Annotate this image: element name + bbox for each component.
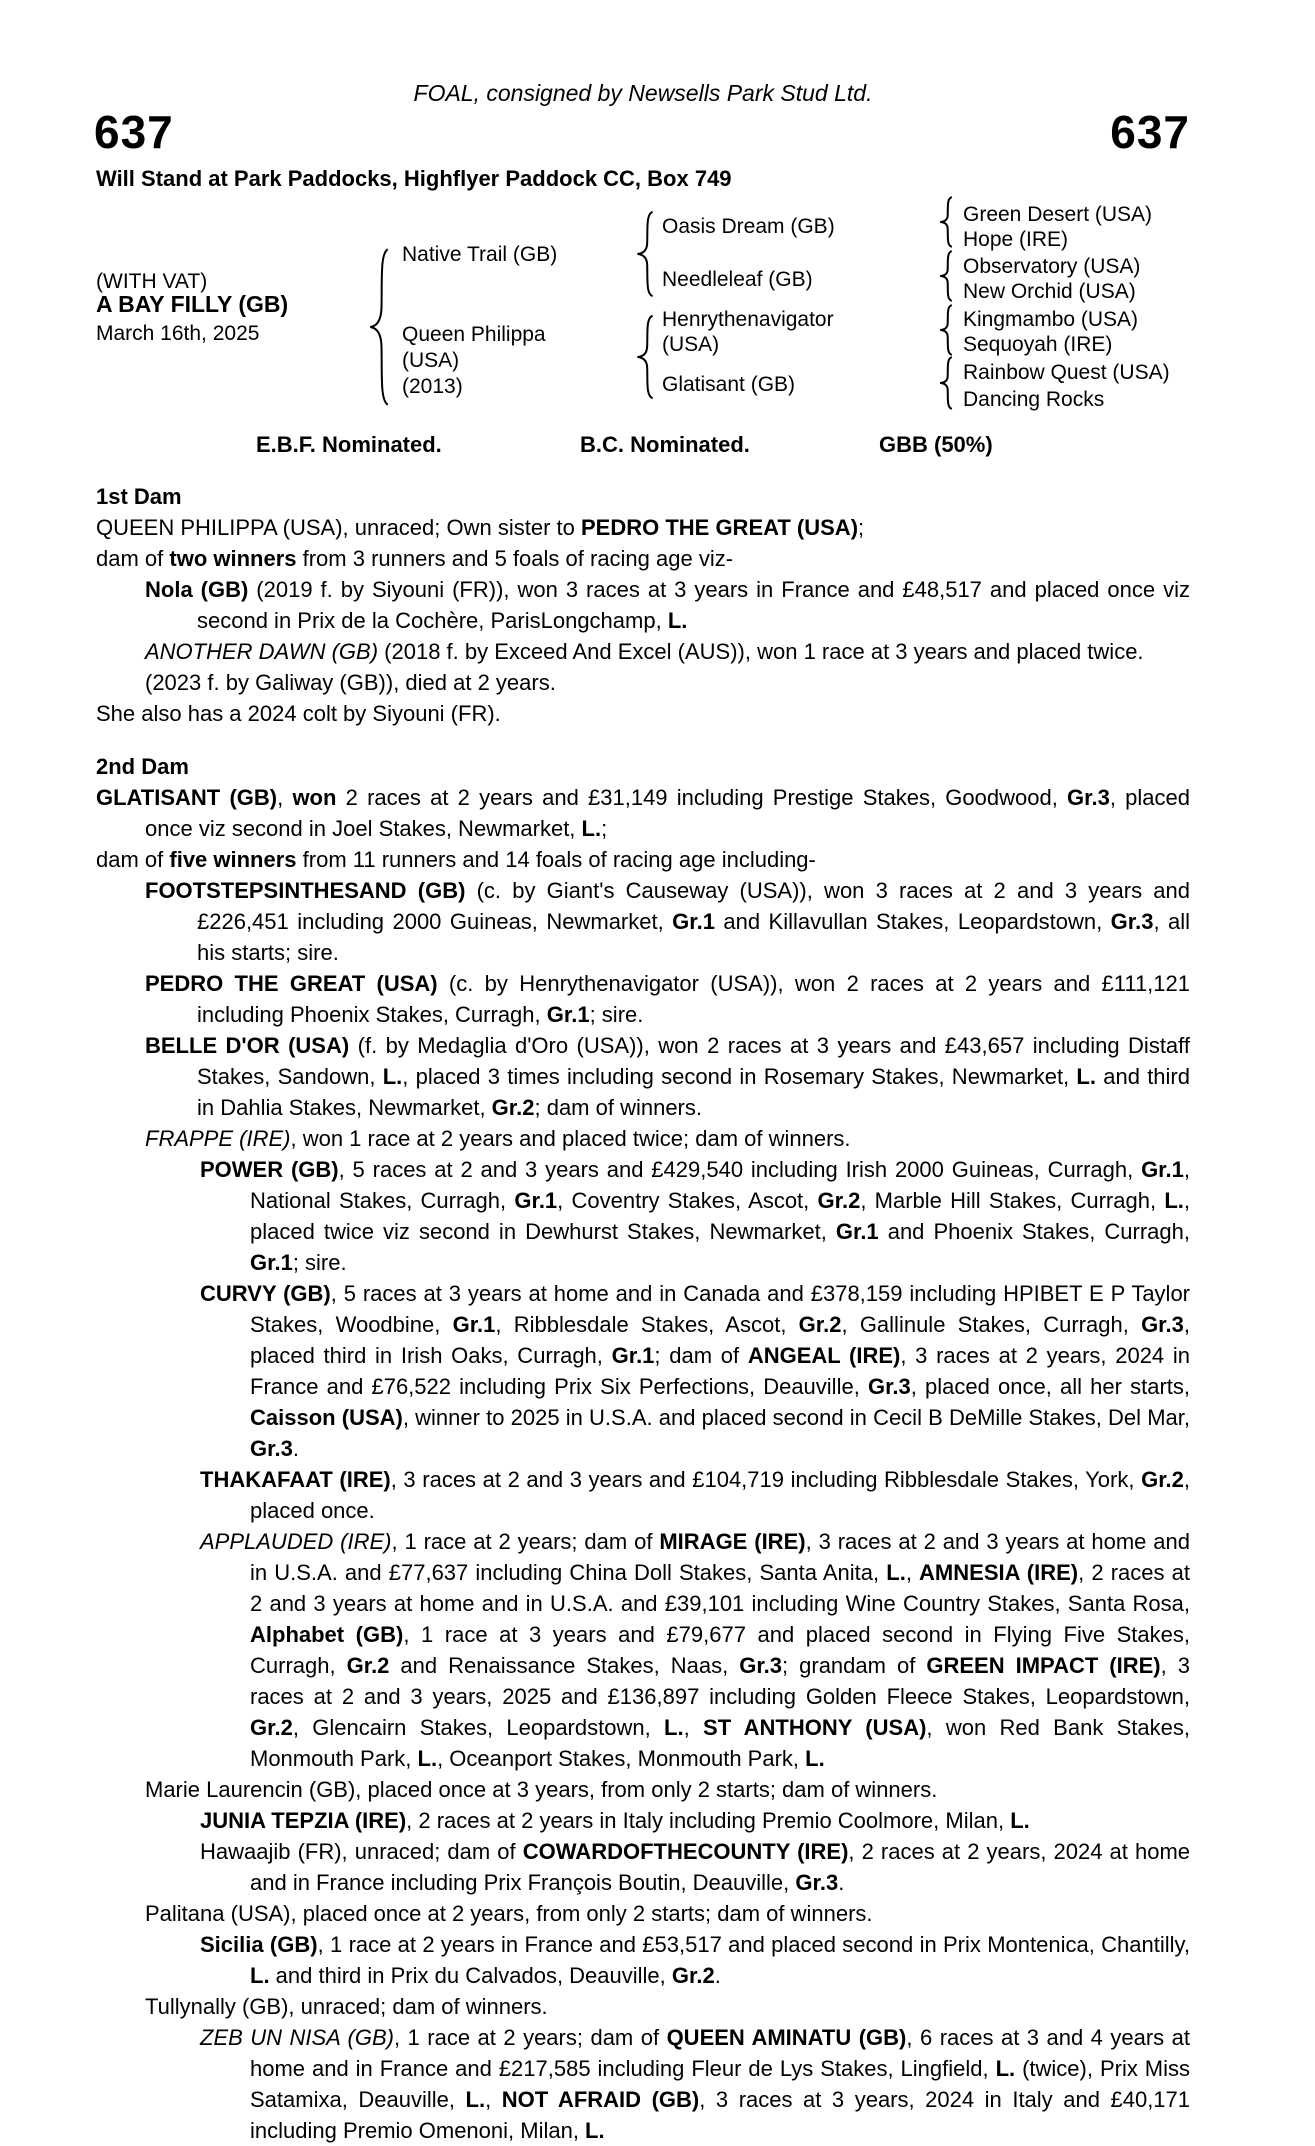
dam-sire-name: Henrythenavigator bbox=[662, 308, 834, 331]
pedigree-paragraph: JUNIA TEPZIA (IRE), 2 races at 2 years in Italy including Premio Coolmore, Milan, L. bbox=[200, 1808, 1030, 1833]
pedigree-paragraph: She also has a 2024 colt by Siyouni (FR). bbox=[96, 701, 501, 726]
pedigree-paragraph: PEDRO THE GREAT (USA) (c. by Henrythenavigator (USA)), won 2 races at 2 years and £111,121 including Phoenix Stakes, Curragh, Gr.1; sire. bbox=[145, 971, 1191, 1027]
ebf-nominated-label: E.B.F. Nominated. bbox=[256, 432, 442, 457]
dam-dam-name: Glatisant (GB) bbox=[662, 373, 796, 396]
pedigree-paragraph: GLATISANT (GB), won 2 races at 2 years and £31,149 including Prestige Stakes, Goodwood, Gr.3, placed once viz second in Joel Stakes, Newmarket, L.; bbox=[96, 785, 1190, 841]
dam-name: Queen Philippa bbox=[402, 323, 546, 346]
pedigree-paragraph: Sicilia (GB), 1 race at 2 years in France and £53,517 and placed second in Prix Montenica, Chantilly, L. and third in Prix du Calvados, Deauville, Gr.2. bbox=[200, 1932, 1190, 1988]
lot-number-right: 637 bbox=[1110, 106, 1190, 158]
bc-nominated-label: B.C. Nominated. bbox=[580, 432, 750, 457]
dam-name-suffix: (USA) bbox=[402, 349, 460, 372]
pedigree-paragraph: dam of two winners from 3 runners and 5 foals of racing age viz- bbox=[96, 546, 734, 571]
pedigree-paragraph: Marie Laurencin (GB), placed once at 3 years, from only 2 starts; dam of winners. bbox=[145, 1777, 938, 1802]
pedigree-brace bbox=[936, 250, 956, 302]
dam-sire-name-suffix: (USA) bbox=[662, 333, 720, 356]
pedigree-paragraph: FRAPPE (IRE), won 1 race at 2 years and placed twice; dam of winners. bbox=[145, 1126, 851, 1151]
dam-dam-dam: Dancing Rocks bbox=[963, 388, 1105, 411]
pedigree-paragraph: CURVY (GB), 5 races at 3 years at home and in Canada and £378,159 including HPIBET E P Taylor Stakes, Woodbine, Gr.1, Ribblesdale Stakes, Ascot, Gr.2, Gallinule Stakes, Curragh, Gr.3, placed third in Irish Oaks, Curragh, Gr.1; dam of ANGEAL (IRE), 3 races at 2 years, 2024 in France and £76,522 including Prix Six Perfections, Deauville, Gr.3, placed once, all her starts, Caisson (USA), winner to 2025 in U.S.A. and placed second in Cecil B DeMille Stakes, Del Mar, Gr.3. bbox=[200, 1281, 1191, 1461]
sire-sire-dam: Hope (IRE) bbox=[963, 228, 1069, 251]
dam-sire-sire: Kingmambo (USA) bbox=[963, 308, 1139, 331]
sire-dam-name: Needleleaf (GB) bbox=[662, 268, 813, 291]
pedigree-brace bbox=[936, 356, 956, 410]
gbb-label: GBB (50%) bbox=[879, 432, 993, 457]
sire-dam-dam: New Orchid (USA) bbox=[963, 280, 1136, 303]
pedigree-paragraph: FOOTSTEPSINTHESAND (GB) (c. by Giant's Causeway (USA)), won 3 races at 2 and 3 years and £226,451 including 2000 Guineas, Newmarket, Gr.1 and Killavullan Stakes, Leopardstown, Gr.3, all his starts; sire. bbox=[145, 878, 1190, 965]
pedigree-paragraph: Palitana (USA), placed once at 2 years, from only 2 starts; dam of winners. bbox=[145, 1901, 873, 1926]
dam-paragraphs bbox=[96, 782, 1190, 2146]
pedigree-paragraph: Nola (GB) (2019 f. by Siyouni (FR)), won 3 races at 3 years in France and £48,517 and placed once viz second in Prix de la Cochère, ParisLongchamp, L. bbox=[145, 577, 1190, 633]
pedigree-paragraph: POWER (GB), 5 races at 2 and 3 years and £429,540 including Irish 2000 Guineas, Curragh, Gr.1, National Stakes, Curragh, Gr.1, Coventry Stakes, Ascot, Gr.2, Marble Hill Stakes, Curragh, L., placed twice viz second in Dewhurst Stakes, Newmarket, Gr.1 and Phoenix Stakes, Curragh, Gr.1; sire. bbox=[200, 1157, 1190, 1275]
pedigree-paragraph: ZEB UN NISA (GB), 1 race at 2 years; dam of QUEEN AMINATU (GB), 6 races at 3 and 4 years at home and in France and £217,585 including Fleur de Lys Stakes, Lingfield, L. (twice), Prix Miss Satamixa, Deauville, L., NOT AFRAID (GB), 3 races at 3 years, 2024 in Italy and £40,171 including Premio Omenoni, Milan, L. bbox=[200, 2025, 1191, 2143]
dam-heading: 1st Dam bbox=[96, 484, 182, 509]
dam-section bbox=[96, 481, 1190, 729]
horse-name: A BAY FILLY (GB) bbox=[96, 291, 289, 317]
dam-heading: 2nd Dam bbox=[96, 754, 189, 779]
sire-dam-sire: Observatory (USA) bbox=[963, 255, 1141, 278]
sire-sire-name: Oasis Dream (GB) bbox=[662, 215, 835, 238]
pedigree-brace bbox=[936, 304, 956, 356]
sire-sire-sire: Green Desert (USA) bbox=[963, 203, 1153, 226]
pedigree-paragraph: Hawaajib (FR), unraced; dam of COWARDOFTHECOUNTY (IRE), 2 races at 2 years, 2024 at home and in France including Prix François Boutin, Deauville, Gr.3. bbox=[200, 1839, 1191, 1895]
pedigree-brace bbox=[936, 196, 956, 248]
pedigree-brace bbox=[364, 246, 394, 408]
pedigree-brace bbox=[632, 314, 658, 400]
dam-sire-dam: Sequoyah (IRE) bbox=[963, 333, 1113, 356]
pedigree-paragraph: dam of five winners from 11 runners and 14 foals of racing age including- bbox=[96, 847, 816, 872]
dam-dam-sire: Rainbow Quest (USA) bbox=[963, 361, 1170, 384]
pedigree-paragraph: ANOTHER DAWN (GB) (2018 f. by Exceed And Excel (AUS)), won 1 race at 3 years and placed twice. bbox=[145, 639, 1144, 664]
pedigree-paragraph: QUEEN PHILIPPA (USA), unraced; Own sister to PEDRO THE GREAT (USA); bbox=[96, 515, 865, 540]
consignment-line: FOAL, consigned by Newsells Park Stud Ltd. bbox=[413, 80, 873, 106]
pedigree-paragraph: (2023 f. by Galiway (GB)), died at 2 years. bbox=[145, 670, 556, 695]
vat-note: (WITH VAT) bbox=[96, 270, 208, 293]
pedigree-details bbox=[96, 481, 1190, 2146]
sire-name: Native Trail (GB) bbox=[402, 243, 558, 266]
foal-date: March 16th, 2025 bbox=[96, 322, 260, 345]
stand-location-line: Will Stand at Park Paddocks, Highflyer Paddock CC, Box 749 bbox=[96, 166, 732, 191]
pedigree-paragraph: Tullynally (GB), unraced; dam of winners. bbox=[145, 1994, 548, 2019]
lot-number-left: 637 bbox=[94, 106, 174, 158]
dam-paragraphs bbox=[96, 512, 1190, 729]
pedigree-brace bbox=[632, 210, 658, 298]
pedigree-paragraph: BELLE D'OR (USA) (f. by Medaglia d'Oro (USA)), won 2 races at 3 years and £43,657 including Distaff Stakes, Sandown, L., placed 3 times including second in Rosemary Stakes, Newmarket, L. and third in Dahlia Stakes, Newmarket, Gr.2; dam of winners. bbox=[145, 1033, 1190, 1120]
pedigree-paragraph: THAKAFAAT (IRE), 3 races at 2 and 3 years and £104,719 including Ribblesdale Stakes, York, Gr.2, placed once. bbox=[200, 1467, 1191, 1523]
pedigree-paragraph: APPLAUDED (IRE), 1 race at 2 years; dam of MIRAGE (IRE), 3 races at 2 and 3 years at home and in U.S.A. and £77,637 including China Doll Stakes, Santa Anita, L., AMNESIA (IRE), 2 races at 2 and 3 years at home and in U.S.A. and £39,101 including Wine Country Stakes, Santa Rosa, Alphabet (GB), 1 race at 3 years and £79,677 and placed second in Flying Five Stakes, Curragh, Gr.2 and Renaissance Stakes, Naas, Gr.3; grandam of GREEN IMPACT (IRE), 3 races at 2 and 3 years, 2025 and £136,897 including Golden Fleece Stakes, Leopardstown, Gr.2, Glencairn Stakes, Leopardstown, L., ST ANTHONY (USA), won Red Bank Stakes, Monmouth Park, L., Oceanport Stakes, Monmouth Park, L. bbox=[200, 1529, 1191, 1771]
dam-year: (2013) bbox=[402, 375, 463, 398]
dam-section bbox=[96, 751, 1190, 2146]
